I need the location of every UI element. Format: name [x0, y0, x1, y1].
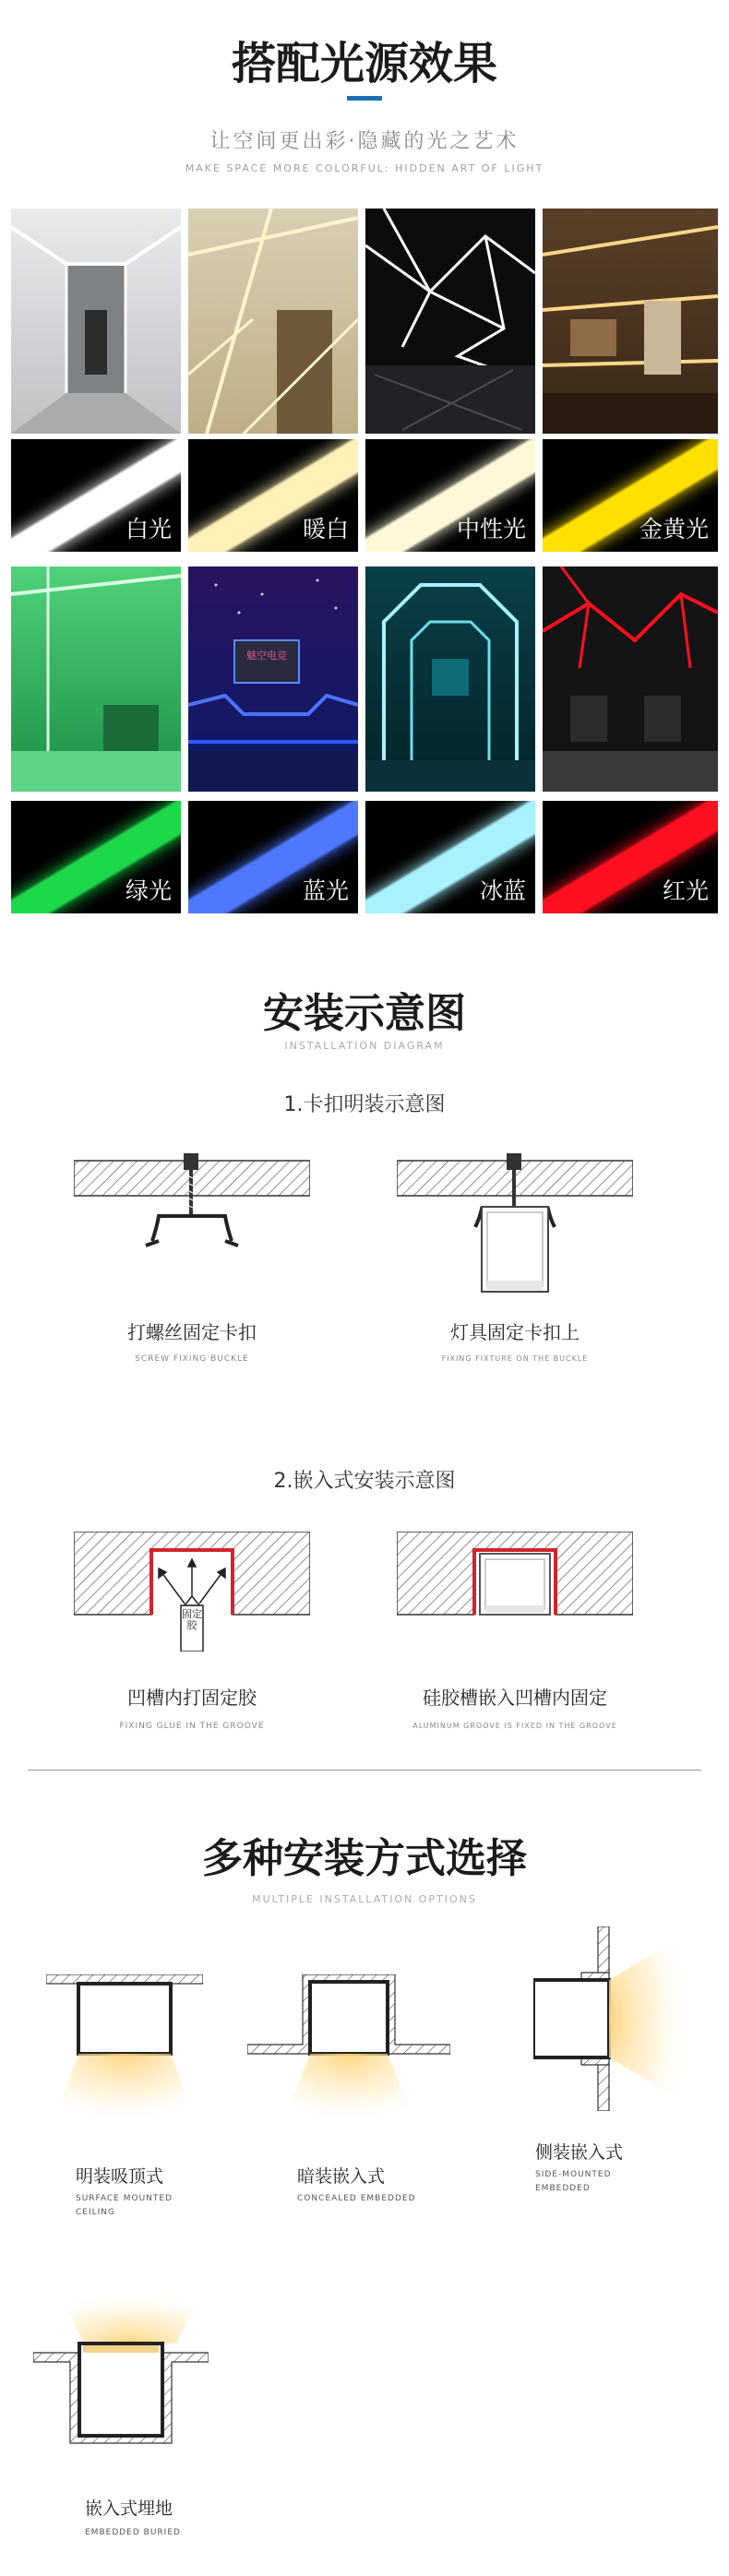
option-surface-cn: 明装吸顶式 — [76, 2166, 164, 2187]
diagram-screw-buckle — [74, 1153, 310, 1301]
swatch-green-light — [11, 801, 181, 913]
option-side-cn: 侧装嵌入式 — [535, 2142, 624, 2163]
option-surface-en1: SURFACE MOUNTED — [76, 2194, 173, 2203]
caption-glue-en: FIXING GLUE IN THE GROOVE — [119, 1722, 265, 1731]
option-surface-en2: CEILING — [76, 2208, 115, 2217]
swatch-label: 中性光 — [456, 516, 526, 543]
diagram-fixture-on-buckle — [397, 1153, 633, 1301]
diagram-surface-mounted — [46, 1974, 203, 2141]
option-concealed-cn: 暗装嵌入式 — [297, 2166, 386, 2187]
scene-photo-dark-geometric — [365, 209, 535, 434]
scene-photo-red-gaming — [543, 566, 718, 792]
title-accent-bar — [347, 96, 382, 101]
glue-tube-label: 固定胶 — [182, 1608, 202, 1631]
swatch-golden-light — [543, 439, 718, 552]
option-side-en1: SIDE-MOUNTED — [535, 2170, 612, 2179]
swatch-neutral-light — [365, 439, 535, 552]
scene-photo-corridor — [11, 209, 181, 434]
esports-sign: 魅空电竞 — [246, 650, 287, 662]
diagram-side-mounted — [533, 1926, 699, 2111]
option-buried-cn: 嵌入式埋地 — [85, 2498, 173, 2519]
section-subtitle-options: MULTIPLE INSTALLATION OPTIONS — [252, 1893, 477, 1905]
swatch-red-light — [543, 801, 718, 913]
diagram-concealed-embedded — [247, 1974, 450, 2141]
caption-groove-en: ALUMINUM GROOVE IS FIXED IN THE GROOVE — [412, 1722, 617, 1730]
step1-title: 1.卡扣明装示意图 — [283, 1093, 446, 1116]
swatch-white-light — [11, 439, 181, 552]
swatch-label: 冰蓝 — [479, 877, 526, 904]
section-subtitle-en: MAKE SPACE MORE COLORFUL: HIDDEN ART OF LIGHT — [185, 162, 544, 174]
caption-groove-cn: 硅胶槽嵌入凹槽内固定 — [423, 1687, 607, 1709]
option-side-en2: EMBEDDED — [535, 2184, 591, 2193]
diagram-glue-in-groove — [74, 1532, 310, 1652]
swatch-label: 暖白 — [302, 516, 349, 543]
section-title-light-effects: 搭配光源效果 — [231, 38, 497, 89]
section-subtitle-installation: INSTALLATION DIAGRAM — [284, 1040, 445, 1052]
caption-glue-cn: 凹槽内打固定胶 — [127, 1687, 257, 1709]
swatch-blue-light — [188, 801, 358, 913]
step2-title: 2.嵌入式安装示意图 — [273, 1470, 456, 1493]
option-buried-en1: EMBEDDED BURIED — [85, 2528, 181, 2537]
swatch-label: 绿光 — [125, 877, 172, 904]
scene-photo-ice-blue-corridor — [365, 566, 535, 792]
scene-photo-wardrobe — [543, 209, 718, 434]
caption-fixture-buckle-en: FIXING FIXTURE ON THE BUCKLE — [441, 1354, 589, 1363]
scene-photo-green-room — [11, 566, 181, 792]
caption-screw-buckle-cn: 打螺丝固定卡扣 — [127, 1321, 257, 1343]
scene-photo-warm-lobby — [188, 209, 358, 434]
section-title-options: 多种安装方式选择 — [202, 1835, 527, 1882]
section-title-installation: 安装示意图 — [263, 990, 466, 1037]
swatch-label: 金黄光 — [639, 516, 709, 543]
swatch-label: 蓝光 — [302, 877, 349, 904]
swatch-ice-blue — [365, 801, 535, 913]
scene-photo-esports-room — [188, 566, 358, 792]
caption-screw-buckle-en: SCREW FIXING BUCKLE — [135, 1354, 249, 1364]
section-divider — [28, 1770, 701, 1771]
caption-fixture-buckle-cn: 灯具固定卡扣上 — [450, 1321, 580, 1343]
diagram-groove-embedded — [397, 1532, 633, 1652]
section-subtitle-cn: 让空间更出彩·隐藏的光之艺术 — [209, 130, 520, 153]
swatch-warm-white — [188, 439, 358, 552]
swatch-label: 红光 — [662, 877, 709, 904]
swatch-label: 白光 — [125, 516, 172, 543]
option-concealed-en1: CONCEALED EMBEDDED — [297, 2194, 416, 2203]
diagram-embedded-buried — [33, 2279, 209, 2445]
